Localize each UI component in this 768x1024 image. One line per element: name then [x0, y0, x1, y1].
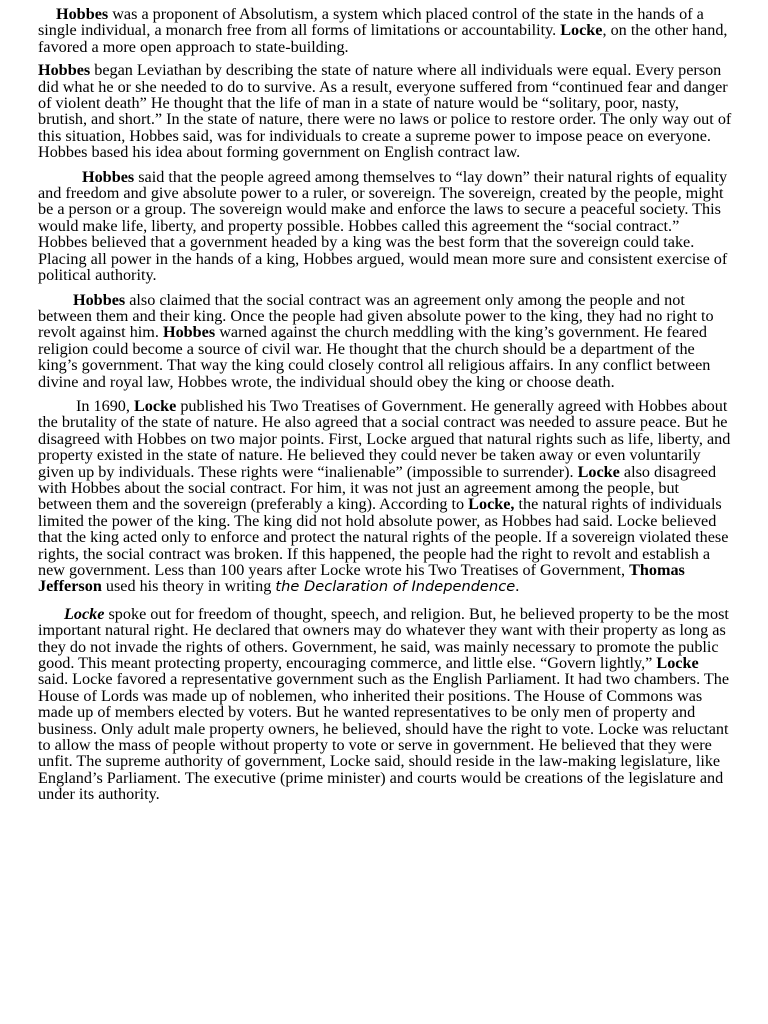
document-page: [38, 6, 732, 809]
paragraph-4-no-revolt: [38, 292, 732, 390]
text-span: said. Locke favored a representative government such as the English Parliament. It had two chambers. The House of Lords was made up of noblemen, who inherited their positions. The House of Commons was made up of members elected by voters. But he wanted representatives to be only men of property and business. Only adult male property owners, he believed, should have the right to vote. Locke was reluctant to allow the mass of people without property to vote or serve in government. He believed that they were unfit. The supreme authority of government, Locke said, should reside in the law-making legislature, like England’s Parliament. The executive (prime minister) and courts would be creations of the legislature and under its authority.: [38, 670, 730, 804]
text-span: said that the people agreed among themselves to “lay down” their natural rights of equality and freedom and give absolute power to a ruler, or sovereign. The sovereign, created by the people, might be a person or a group. The sovereign would make and enforce the laws to secure a peaceful society. This would make life, liberty, and property possible. Hobbes called this agreement the “social contract.” Hobbes believed that a government headed by a king was the best form that the sovereign could take. Placing all power in the hands of a king, Hobbes argued, would mean more sure and consistent exercise of political authority.: [38, 167, 728, 285]
text-span: .: [515, 577, 520, 596]
text-span: used his theory in writing: [101, 577, 276, 596]
paragraph-1-absolutism: [38, 6, 732, 55]
term-locke: Locke: [64, 604, 105, 623]
term-locke: Locke: [560, 21, 603, 40]
text-span: published his Two Treatises of Government. He generally agreed with Hobbes about the brutality of the state of nature. He also agreed that a social contract was needed to assure peace. But he disagreed with Hobbes on two major points. First, Locke argued that natural rights such as life, liberty, and property existed in the state of nature. He believed they could never be taken away or even voluntarily given up by individuals. These rights were “inalienable” (impossible to surrender).: [38, 396, 731, 481]
term-locke: Locke: [577, 462, 620, 481]
paragraph-3-social-contract: [38, 169, 732, 284]
term-hobbes: Hobbes: [56, 5, 109, 23]
text-span: the natural rights of individuals limited the power of the king. The king did not hold absolute power, as Hobbes had said. Locke believed that the king acted only to enforce and protect the natural rights of the people. If a sovereign violated these rights, the social contract was broken. If this happened, the people had the right to revolt and establish a new government. Less than 100 years after Locke wrote his Two Treatises of Government,: [38, 495, 729, 579]
text-span: also claimed that the social contract was an agreement only among the people and not between them and their king. Once the people had given absolute power to the king, they had no right to revolt against him.: [38, 290, 714, 342]
term-hobbes: Hobbes: [82, 167, 135, 186]
text-span: In 1690,: [76, 396, 134, 415]
term-locke: Locke: [134, 396, 177, 415]
text-span: was a proponent of Absolutism, a system which placed control of the state in the hands of a single individual, a monarch free from all forms of limitations or accountability.: [38, 5, 704, 40]
paragraph-5-two-treatises: [38, 398, 732, 596]
term-hobbes: Hobbes: [73, 290, 126, 309]
text-span: also disagreed with Hobbes about the social contract. For him, it was not just an agreement among the people, but between them and the sovereign (preferably a king). According to: [38, 462, 717, 514]
paragraph-2-leviathan: [38, 62, 732, 160]
term-hobbes: Hobbes: [162, 323, 216, 342]
text-span: warned against the church meddling with the king’s government. He feared religion could become a source of civil war. He thought that the church should be a department of the king’s government. That way the king could closely control all religious affairs. In any conflict between divine and royal law, Hobbes wrote, the individual should obey the king or choose death.: [38, 323, 711, 391]
term-hobbes: Hobbes: [38, 61, 91, 80]
text-span: spoke out for freedom of thought, speech, and religion. But, he believed property to be the most important natural right. He declared that owners may do whatever they want with their property as long as they do not invade the rights of others. Government, he said, was mainly necessary to promote the public good. This meant protecting property, encouraging commerce, and little else. “Govern lightly,”: [38, 604, 729, 673]
paragraph-6-property-rights: [38, 606, 732, 803]
term-thomas-jefferson: Thomas Jefferson: [38, 561, 685, 596]
term-locke: Locke,: [468, 495, 515, 514]
text-span: began Leviathan by describing the state of nature where all individuals were equal. Every person did what he or she needed to do to survive. As a result, everyone suffered from “continued fear and danger of violent death” He thought that the life of man in a state of nature would be “solitary, poor, nasty, brutish, and short.” In the state of nature, there were no laws or police to restore order. The only way out of this situation, Hobbes said, was for individuals to create a supreme power to impose peace on everyone. Hobbes based his idea about forming government on English contract law.: [38, 61, 732, 162]
text-span: , on the other hand, favored a more open approach to state-building.: [38, 21, 728, 56]
declaration-title: the Declaration of Independence: [275, 578, 516, 596]
term-locke: Locke: [656, 654, 699, 673]
